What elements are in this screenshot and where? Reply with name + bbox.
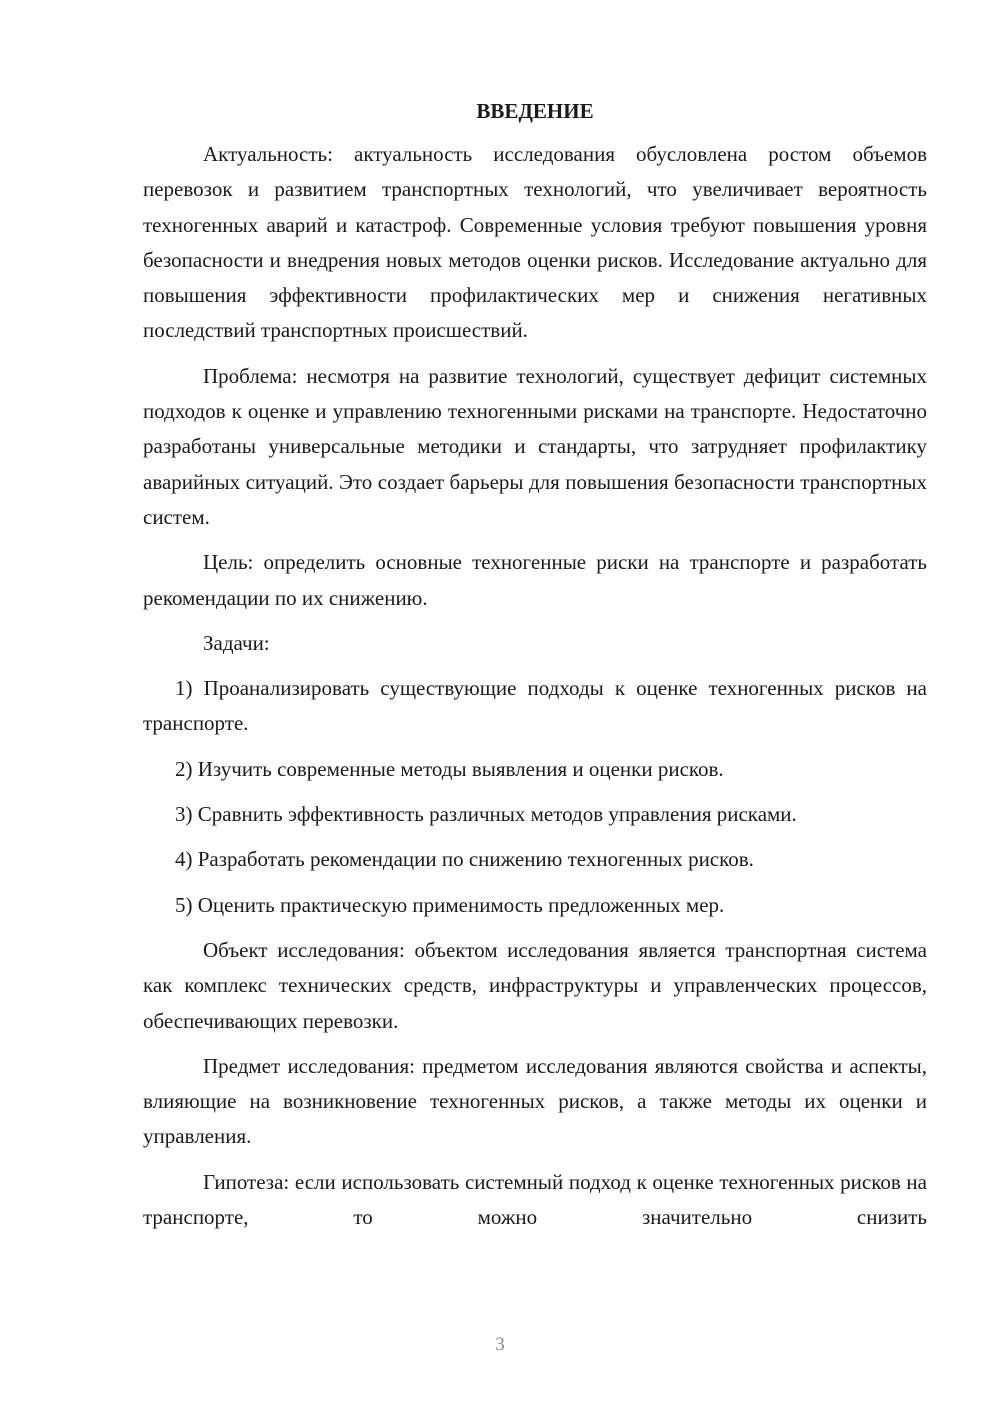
task-item-5: 5) Оценить практическую применимость предложенных мер. (175, 892, 725, 917)
task-item-3: 3) Сравнить эффективность различных методов управления рисками. (175, 802, 797, 827)
document-heading: ВВЕДЕНИЕ (476, 99, 594, 123)
paragraph-hypothesis: Гипотеза: если использовать системный подход к оценке техногенных рисков на транспорте, то можно значительно снизить (143, 1169, 927, 1230)
document-page (143, 95, 927, 1235)
paragraph-subject: Предмет исследования: предметом исследования являются свойства и аспекты, влияющие на возникновение техногенных рисков, а также методы их оценки и управления. (143, 1053, 927, 1149)
task-item-2: 2) Изучить современные методы выявления и оценки рисков. (175, 756, 724, 781)
paragraph-problem: Проблема: несмотря на развитие технологий, существует дефицит системных подходов к оценке и управлению техногенными рисками на транспорте. Недостаточно разработаны универсальные методики и стандарты, что затрудняет профилактику аварийных ситуаций. Это создает барьеры для повышения безопасности транспортных систем. (143, 363, 927, 529)
paragraph-object: Объект исследования: объектом исследования является транспортная система как комплекс технических средств, инфраструктуры и управленческих процессов, обеспечивающих перевозки. (143, 937, 927, 1033)
paragraph-relevance: Актуальность: актуальность исследования обусловлена ростом объемов перевозок и развитием транспортных технологий, что увеличивает вероятность техногенных аварий и катастроф. Современные условия требуют повышения уровня безопасности и внедрения новых методов оценки рисков. Исследование актуально для повышения эффективности профилактических мер и снижения негативных последствий транспортных происшествий. (143, 142, 927, 343)
task-item-4: 4) Разработать рекомендации по снижению техногенных рисков. (175, 847, 754, 872)
page-number: 3 (495, 1334, 505, 1355)
paragraph-goal: Цель: определить основные техногенные риски на транспорте и разработать рекомендации по их снижению. (143, 550, 927, 610)
task-item-1: 1) Проанализировать существующие подходы к оценке техногенных рисков на транспорте. (143, 676, 927, 736)
tasks-title: Задачи: (203, 630, 270, 655)
